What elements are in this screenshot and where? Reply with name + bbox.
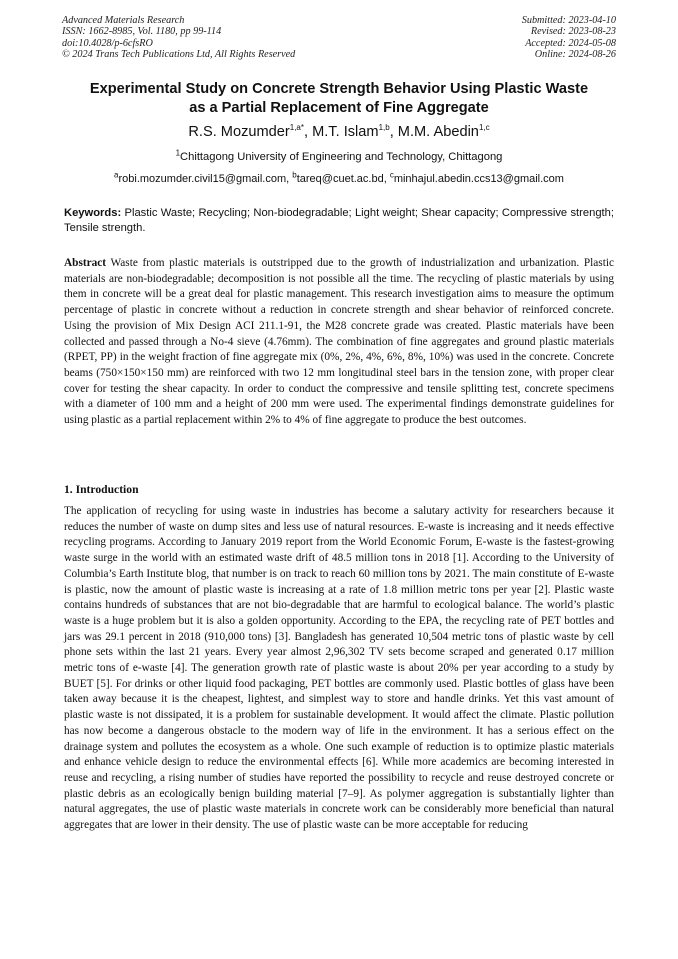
author-list [40,123,638,141]
accepted-date: Accepted: 2024-05-08 [525,37,616,49]
keywords-paragraph [64,206,614,236]
title-line-2: as a Partial Replacement of Fine Aggregate [189,99,489,116]
affiliation-sup: 1 [175,148,181,158]
author-2-name: , M.T. Islam [303,124,379,140]
author-3-sup: 1,c [478,123,490,133]
online-date: Online: 2024-08-26 [534,49,616,61]
abstract-text: Waste from plastic materials is outstripped due to the growth of industrialization and urbanization. Plastic materials are non-biodegradable; decomposition is not possible all the time. The recycling of plastic materials by using them in concrete will be a great deal for plastic management. This research investigation aims to measure the optimum percentage of plastic in concrete without a reduction in concrete strength and shear behavior of reinforced concrete. Using the provision of Mix Design ACI 211.1-91, the M28 concrete grade was created. Plastic materials have been collected and passed through a No-4 sieve (4.76mm). The combination of fine aggregates and ground plastic materials (RPET, PP) in the weight fraction of fine aggregate mix (0%, 2%, 4%, 6%, 8%, 10%) was used in the concrete. Concrete beams (750×150×150 mm) are reinforced with two 12 mm longitudinal steel bars in the tension zone, with proper clear cover for testing the shear capacity. In order to conduct the compressive and tensile splitting test, concrete specimens with a diameter of 100 mm and a height of 200 mm were used. The experimental findings demonstrate guidelines for using plastic as a partial replacement within 2% to 4% of fine aggregate to produce the best outcomes. [64,257,614,427]
affiliation [40,150,638,164]
journal-issn: ISSN: 1662-8985, Vol. 1180, pp 99-114 [62,26,222,38]
email-a-sup: a [114,170,119,180]
author-1-sup: 1,a* [289,123,304,133]
email-b-sup: b [292,170,297,180]
author-2-sup: 1,b [378,123,390,133]
title-line-1: Experimental Study on Concrete Strength Behavior Using Plastic Waste [89,81,589,97]
paper-title [40,80,638,117]
section-heading-introduction: 1. Introduction [64,483,139,496]
author-1-name: R.S. Mozumder [188,124,290,140]
email-c-sup: c [389,170,394,180]
affiliation-text: Chittagong University of Engineering and Technology, Chittagong [180,151,503,163]
email-b: tareq@cuet.ac.bd, [296,173,390,185]
submitted-date: Submitted: 2023-04-10 [521,15,616,26]
publication-dates [522,15,616,61]
email-a: robi.mozumder.civil15@gmail.com, [118,173,293,185]
author-3-name: , M.M. Abedin [389,124,479,140]
journal-copyright: © 2024 Trans Tech Publications Ltd, All Rights Reserved [62,49,296,61]
keywords-text: Plastic Waste; Recycling; Non-biodegradable; Light weight; Shear capacity; Compressive strength; Tensile strength. [64,207,614,234]
abstract-paragraph [64,256,614,429]
keywords-label: Keywords: [64,207,122,219]
email-c: minhajul.abedin.ccs13@gmail.com [393,173,564,185]
journal-name: Advanced Materials Research [62,15,185,26]
introduction-paragraph: The application of recycling for using waste in industries has become a salutary activity for researchers because it reduces the number of waste on dump sites and less use of natural resources. E-waste is increasing and it needs effective recycling programs. According to January 2019 report from the World Economic Forum, E-waste is the fastest-growing waste surge in the world with an estimated waste drift of 48.5 million tons in 2018 [1]. According to the University of Columbia’s Earth Institute blog, that number is on track to reach 60 million tons by 2021. The main constitute of E-waste is plastic, now the amount of plastic waste is increasing at a rate of 1.8 million metric tons per year [2]. Plastic waste contains hundreds of substances that are not bio-degradable that are harmful to ecological balance. The world’s plastic waste is a huge problem but it is also a golden opportunity. According to the EPA, the recycling rate of PET bottles and jars was 29.1 percent in 2018 (910,000 tons) [3]. Bangladesh has generated 10,504 metric tons of plastic waste by cell phone sets within the last 21 years. Every year almost 2,96,302 TV sets become scraped and generated 0.17 million metric tons of e-waste [4]. The generation growth rate of plastic waste is about 20% per year according to a study by BUET [5]. For drinks or other liquid food packaging, PET bottles are commonly used. Plastic bottles of glass have been taken away because it is the cheapest, lightest, and simplest way to store and handle drinks. Yet this vast amount of plastic waste is not dissipated, it is a problem for sustainable development. It would affect the climate. Plastic pollution has now become a dangerous obstacle to the modern way of life in the environment. It has a serious effect on the drainage system and pollutes the ecosystem as a whole. One such example of reduction is to optimize plastic materials and enhance vehicle design to reduce the environmental effects [6]. While more academics are becoming interested in reuse and recycling, a rising number of studies have reported the possibility to recycle and reuse destroyed concrete or plastic debris as an ecologically benign building material [7–9]. As polymer aggregation is substantially lighter than natural aggregates, the use of plastic waste materials in concrete work can be considerably more beneficial than natural aggregates that are lower in their density. The use of plastic waste can be more acceptable for reducing [64,505,614,832]
revised-date: Revised: 2023-08-23 [530,26,616,38]
journal-doi: doi:10.4028/p-6cfsRO [62,37,153,49]
journal-info [62,15,295,61]
abstract-label: Abstract [64,257,107,269]
author-emails [40,172,638,186]
